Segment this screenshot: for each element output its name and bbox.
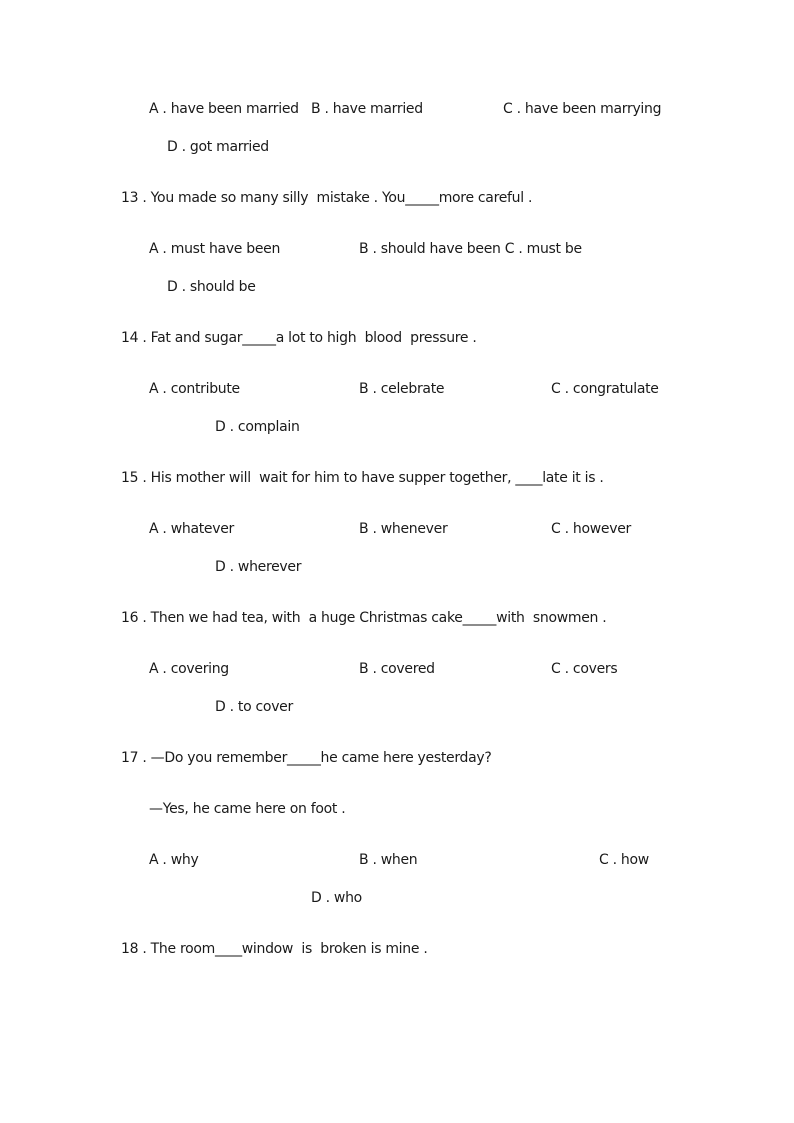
q14-option-a: A . contribute bbox=[149, 381, 240, 397]
q16-option-c: C . covers bbox=[551, 661, 618, 677]
q17-option-c: C . how bbox=[599, 852, 649, 868]
q12-option-a: A . have been married bbox=[149, 101, 299, 117]
q15-option-a: A . whatever bbox=[149, 521, 234, 537]
q14-question: 14 . Fat and sugar_____a lot to high blood pressure . bbox=[121, 330, 477, 346]
q18-question: 18 . The room____window is broken is mine . bbox=[121, 941, 428, 957]
q17-reply: —Yes, he came here on foot . bbox=[149, 801, 346, 817]
q17-option-a: A . why bbox=[149, 852, 199, 868]
q12-option-c: C . have been marrying bbox=[503, 101, 662, 117]
q16-option-d: D . to cover bbox=[215, 699, 293, 715]
q17-question: 17 . —Do you remember_____he came here yesterday? bbox=[121, 750, 492, 766]
q16-option-a: A . covering bbox=[149, 661, 229, 677]
q12-option-b: B . have married bbox=[311, 101, 423, 117]
q15-option-b: B . whenever bbox=[359, 521, 448, 537]
q13-option-a: A . must have been bbox=[149, 241, 281, 257]
q15-option-c: C . however bbox=[551, 521, 631, 537]
q17-option-b: B . when bbox=[359, 852, 418, 868]
q13-question: 13 . You made so many silly mistake . You_____more careful . bbox=[121, 190, 533, 206]
q16-question: 16 . Then we had tea, with a huge Christmas cake_____with snowmen . bbox=[121, 610, 607, 626]
q13-option-b-c: B . should have been C . must be bbox=[359, 241, 582, 257]
q15-question: 15 . His mother will wait for him to have supper together, ____late it is . bbox=[121, 470, 604, 486]
q17-option-d: D . who bbox=[311, 890, 362, 906]
q15-option-d: D . wherever bbox=[215, 559, 302, 575]
q14-option-b: B . celebrate bbox=[359, 381, 445, 397]
q12-option-d: D . got married bbox=[167, 139, 269, 155]
q16-option-b: B . covered bbox=[359, 661, 435, 677]
q13-option-d: D . should be bbox=[167, 279, 256, 295]
q14-option-c: C . congratulate bbox=[551, 381, 659, 397]
q14-option-d: D . complain bbox=[215, 419, 300, 435]
